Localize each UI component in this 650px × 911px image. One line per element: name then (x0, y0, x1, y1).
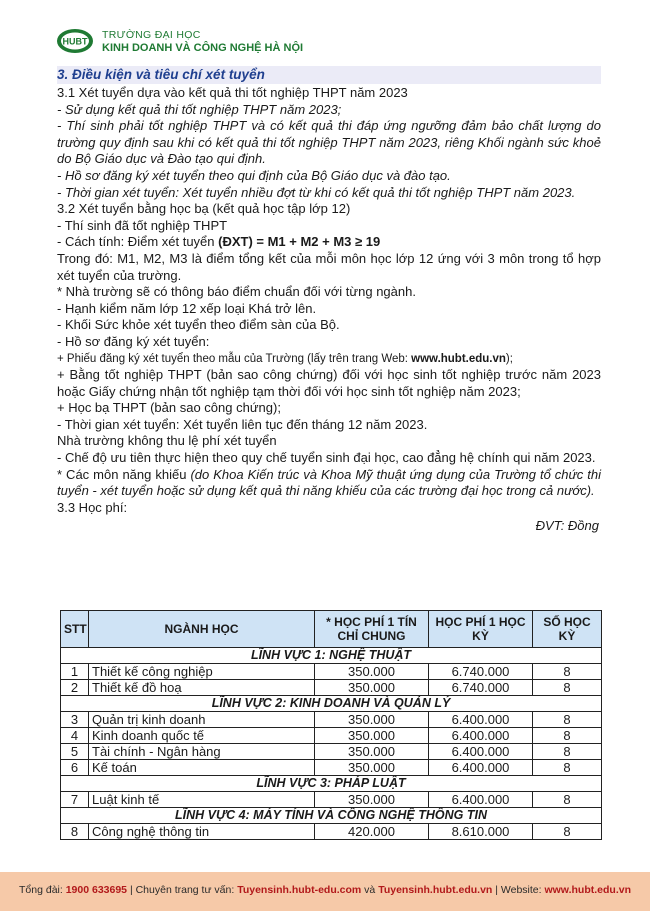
page-footer (0, 872, 650, 911)
cell-stt: 6 (61, 760, 89, 776)
section-title: 3. Điều kiện và tiêu chí xét tuyển (57, 66, 601, 84)
cell-credit-fee: 350.000 (315, 792, 429, 808)
cell-stt: 2 (61, 680, 89, 696)
cell-major: Quản trị kinh doanh (89, 712, 315, 728)
s32-doc: Nhà trường không thu lệ phí xét tuyển (57, 433, 277, 449)
table-row (61, 792, 602, 808)
cell-credit-fee: 350.000 (315, 680, 429, 696)
hotline-label: Tổng đài: (19, 884, 66, 896)
footer-contact (0, 884, 650, 896)
cell-semester-fee: 8.610.000 (429, 824, 533, 840)
cell-semester-fee: 6.400.000 (429, 728, 533, 744)
form-web-link[interactable]: www.hubt.edu.vn (411, 352, 506, 365)
group-title: LĨNH VỰC 3: PHÁP LUẬT (61, 776, 602, 792)
cell-semesters: 8 (533, 792, 602, 808)
cell-semesters: 8 (533, 728, 602, 744)
col-header-semester-fee: HỌC PHÍ 1 HỌC KỲ (429, 611, 533, 648)
cell-credit-fee: 350.000 (315, 712, 429, 728)
consult-label: | Chuyên trang tư vấn: (127, 884, 238, 896)
s32-note: - Khối Sức khỏe xét tuyển theo điểm sàn của Bộ. (57, 317, 340, 333)
group-title: LĨNH VỰC 1: NGHỆ THUẬT (61, 648, 602, 664)
cell-credit-fee: 350.000 (315, 728, 429, 744)
cell-semester-fee: 6.740.000 (429, 680, 533, 696)
cell-semesters: 8 (533, 712, 602, 728)
cell-stt: 1 (61, 664, 89, 680)
page-header (56, 26, 616, 60)
cell-semesters: 8 (533, 760, 602, 776)
s32-form-line (57, 351, 601, 368)
group-row (61, 696, 602, 712)
group-title: LĨNH VỰC 2: KINH DOANH VÀ QUẢN LÝ (61, 696, 602, 712)
subsection-3-3-title: 3.3 Học phí: (57, 499, 128, 515)
cell-major: Công nghệ thông tin (89, 824, 315, 840)
table-row (61, 728, 602, 744)
cell-major: Kế toán (89, 760, 315, 776)
cell-major: Thiết kế công nghiệp (89, 664, 315, 680)
talent-text: (do Khoa Kiến trúc và Khoa Mỹ thuật ứng dụng của Trường tổ chức thi tuyển - xét tuyển hoặc sử dụng kết quả thi năng khiếu của các trường đại học trong cả nước). (57, 466, 601, 499)
group-title: LĨNH VỰC 4: MÁY TÍNH VÀ CÔNG NGHỆ THÔNG TIN (61, 808, 602, 824)
cell-credit-fee: 350.000 (315, 760, 429, 776)
form-prefix: + Phiếu đăng ký xét tuyển theo mẫu của Trường (lấy trên trang Web: (57, 352, 412, 365)
s32-method (57, 234, 601, 251)
table-row (61, 712, 602, 728)
s32-doc: + Học bạ THPT (bản sao công chứng); (57, 400, 281, 416)
cell-credit-fee: 420.000 (315, 824, 429, 840)
cell-major: Tài chính - Ngân hàng (89, 744, 315, 760)
s32-method-label: - Cách tính: Điểm xét tuyển (57, 234, 219, 250)
col-header-stt: STT (61, 611, 89, 648)
subsection-3-2-title: 3.2 Xét tuyển bằng học bạ (kết quả học tập lớp 12) (57, 201, 351, 217)
cell-stt: 4 (61, 728, 89, 744)
cell-semesters: 8 (533, 680, 602, 696)
cell-semesters: 8 (533, 744, 602, 760)
consult-site-1-link[interactable]: Tuyensinh.hubt-edu.com (237, 884, 362, 896)
cell-stt: 7 (61, 792, 89, 808)
score-formula: (ĐXT) = M1 + M2 + M3 ≥ 19 (218, 234, 381, 250)
consult-site-2-link[interactable]: Tuyensinh.hubt.edu.vn (378, 884, 493, 896)
table-row (61, 760, 602, 776)
currency-unit: ĐVT: Đồng (535, 518, 599, 534)
s32-doc: + Bằng tốt nghiệp THPT (bản sao công chứng) đối với học sinh tốt nghiệp trước năm 2023 hoặc Giấy chứng nhận tốt nghiệp tạm thời đối với học sinh tốt nghiệp năm 2023; (57, 367, 601, 399)
table-row (61, 744, 602, 760)
s32-where: Trong đó: M1, M2, M3 là điểm tổng kết của mỗi môn học lớp 12 ứng với 3 môn trong tổ hợp xét tuyển của trường. (57, 250, 601, 283)
table-row (61, 664, 602, 680)
university-logo-icon (56, 28, 94, 54)
hotline-number[interactable]: 1900 633695 (65, 884, 128, 896)
cell-stt: 8 (61, 824, 89, 840)
cell-semesters: 8 (533, 664, 602, 680)
group-row (61, 808, 602, 824)
cell-semester-fee: 6.400.000 (429, 760, 533, 776)
cell-major: Thiết kế đồ hoạ (89, 680, 315, 696)
cell-credit-fee: 350.000 (315, 664, 429, 680)
group-row (61, 776, 602, 792)
university-name-line1: TRƯỜNG ĐẠI HỌC (102, 29, 201, 41)
cell-semester-fee: 6.740.000 (429, 664, 533, 680)
and-text: và (361, 884, 379, 896)
cell-semester-fee: 6.400.000 (429, 792, 533, 808)
cell-major: Luật kinh tế (89, 792, 315, 808)
talent-note (57, 467, 601, 500)
table-header-row (61, 611, 602, 648)
s32-graduated: - Thí sinh đã tốt nghiệp THPT (57, 217, 228, 233)
group-row (61, 648, 602, 664)
cell-semester-fee: 6.400.000 (429, 712, 533, 728)
cell-major: Kinh doanh quốc tế (89, 728, 315, 744)
logo-lettering: HUBT (62, 36, 88, 47)
admission-content (57, 66, 601, 534)
s32-note: - Hồ sơ đăng ký xét tuyển: (57, 333, 210, 349)
cell-semester-fee: 6.400.000 (429, 744, 533, 760)
cell-stt: 3 (61, 712, 89, 728)
s32-doc: - Thời gian xét tuyển: Xét tuyển liên tục đến tháng 12 năm 2023. (57, 416, 428, 432)
s32-note: - Hạnh kiểm năm lớp 12 xếp loại Khá trở lên. (57, 300, 317, 316)
s31-item: - Thời gian xét tuyển: Xét tuyển nhiều đợt từ khi có kết quả thi tốt nghiệp THPT năm 2023. (57, 184, 576, 200)
s32-doc: - Chế độ ưu tiên thực hiện theo quy chế tuyển sinh đại học, cao đẳng hệ chính qui năm 2023. (57, 450, 596, 466)
s32-note: * Nhà trường sẽ có thông báo điểm chuẩn đối với từng ngành. (57, 284, 416, 300)
talent-prefix: * Các môn năng khiếu (57, 466, 191, 482)
table-row (61, 824, 602, 840)
cell-stt: 5 (61, 744, 89, 760)
table-row (61, 680, 602, 696)
form-suffix: ); (505, 352, 513, 365)
subsection-3-1-title: 3.1 Xét tuyển dựa vào kết quả thi tốt nghiệp THPT năm 2023 (57, 85, 408, 100)
col-header-credit-fee: * HỌC PHÍ 1 TÍN CHỈ CHUNG (315, 611, 429, 648)
s31-item: - Thí sinh phải tốt nghiệp THPT và có kết quả thi đáp ứng ngưỡng đảm bảo chất lượng do trường quy định sau khi có kết quả thi tốt nghiệp THPT năm 2023, riêng Khối ngành sức khoẻ do Bộ Giáo dục và Đào tạo qui định. (57, 118, 601, 167)
s31-item: - Hồ sơ đăng ký xét tuyển theo qui định của Bộ Giáo dục và đào tạo. (57, 167, 451, 183)
website-label: | Website: (492, 884, 545, 896)
website-link[interactable]: www.hubt.edu.vn (544, 884, 631, 896)
s31-item: - Sử dụng kết quả thi tốt nghiệp THPT năm 2023; (57, 101, 342, 117)
tuition-fee-table (60, 610, 602, 840)
university-name-line2: KINH DOANH VÀ CÔNG NGHỆ HÀ NỘI (102, 42, 304, 54)
cell-semesters: 8 (533, 824, 602, 840)
cell-credit-fee: 350.000 (315, 744, 429, 760)
col-header-semesters: SỐ HỌC KỲ (533, 611, 602, 648)
col-header-major: NGÀNH HỌC (89, 611, 315, 648)
